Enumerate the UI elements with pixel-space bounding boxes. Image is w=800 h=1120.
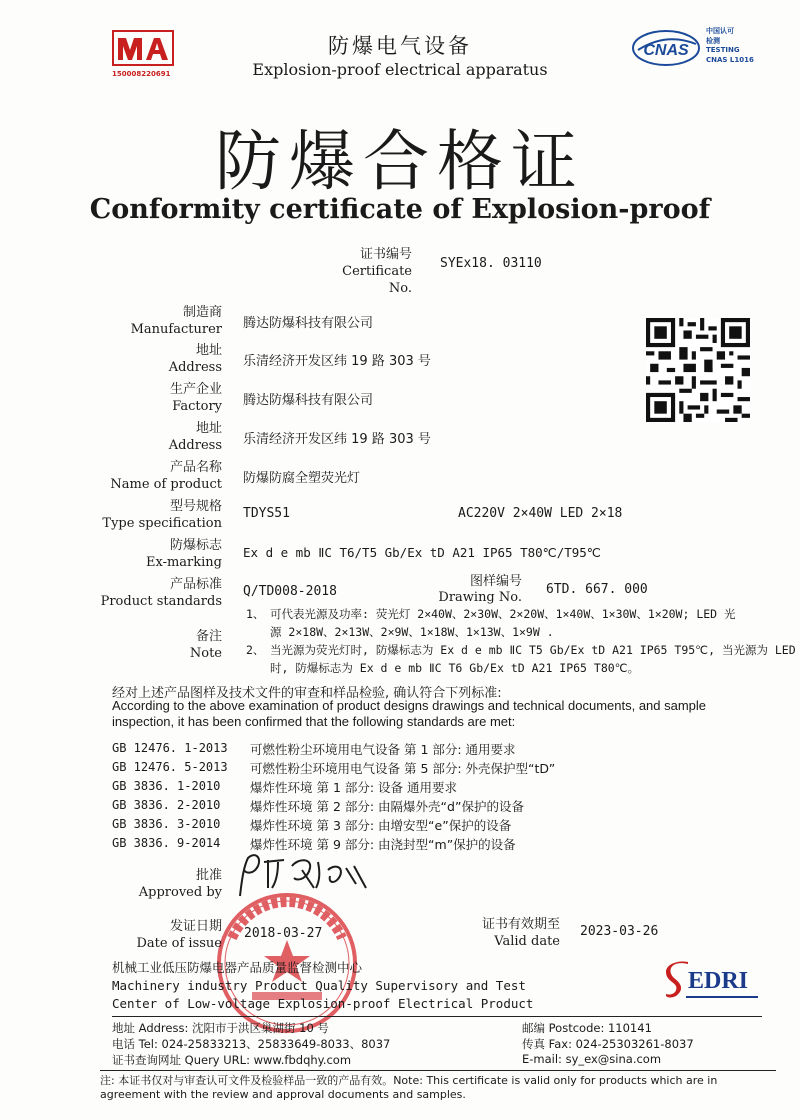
drawing-label (432, 574, 522, 606)
qr-code-icon (646, 318, 750, 422)
approval-label-en: Approved by (138, 885, 222, 900)
field-standards-label (2, 576, 222, 610)
field-label-cn: 防爆标志 (169, 538, 222, 553)
approval-label-cn: 批准 (195, 868, 222, 883)
field-label-cn: 制造商 (182, 305, 222, 320)
field-product-value: 防爆防腐全塑荧光灯 (243, 471, 361, 486)
cnas-text-4: CNAS L1016 (706, 56, 754, 64)
standard-code: GB 3836. 9-2014 (112, 836, 221, 850)
field-type-label (2, 498, 222, 532)
lab-name-en-2: Center of Low-voltage Explosion-proof Electrical Product (112, 996, 534, 1011)
note-item-2-line-1: 当光源为荧光灯时, 防爆标志为 Ex d e mb ⅡC T5 Gb/Ex tD A21 IP65 T95℃, 当光源为 LED (270, 643, 796, 657)
cnas-mark-icon (632, 28, 704, 68)
field-exmark-label (2, 537, 222, 571)
contact-email: E-mail: sy_ex@sina.com (522, 1052, 662, 1066)
issue-label-en: Date of issue (136, 936, 222, 951)
cma-number: 150008220691 (112, 70, 171, 78)
drawing-label-en: Drawing No. (438, 590, 522, 605)
field-label-en: Factory (172, 399, 222, 414)
field-label-en: Address (168, 360, 222, 375)
title-en: Conformity certificate of Explosion-proof (89, 194, 711, 225)
contact-address: 地址 Address: 沈阳市于洪区巢湖街 10 号 (112, 1021, 329, 1035)
standard-code: GB 12476. 5-2013 (112, 760, 228, 774)
standard-name: 可燃性粉尘环境用电气设备 第 5 部分: 外壳保护型“tD” (250, 761, 556, 776)
field-label-en: Ex-marking (145, 555, 222, 570)
certificate-label (320, 246, 412, 297)
contact-fax: 传真 Fax: 024-25303261-8037 (522, 1037, 694, 1051)
issue-label (126, 918, 222, 952)
note-item-1-line-1: 可代表光源及功率: 荧光灯 2×40W、2×30W、2×20W、1×40W、1×30W、1×20W; LED 光 (270, 607, 736, 621)
field-standards-value: Q/TD008-2018 (243, 584, 337, 599)
certificate-label-en: Certificate No. (342, 264, 412, 296)
field-type-value: TDYS51 (243, 506, 290, 521)
note-label-en: Note (189, 646, 222, 661)
contact-query-url: 证书查询网址 Query URL: www.fbdqhy.com (112, 1053, 352, 1067)
field-type-extra: AC220V 2×40W LED 2×18 (458, 506, 623, 521)
svg-text:CNAS: CNAS (643, 42, 689, 59)
footer-note-line-1: 注: 本证书仅对与审查认可文件及检验样品一致的产品有效。Note: This certificate is valid only for products which are in (100, 1074, 718, 1087)
cnas-text-2: 检测 (706, 37, 720, 45)
field-label-en: Manufacturer (130, 322, 222, 337)
category-cn: 防爆电气设备 (328, 34, 472, 58)
cnas-logo (632, 24, 772, 76)
field-manufacturer-label (2, 304, 222, 338)
valid-label (440, 916, 560, 950)
cnas-text-1: 中国认可 (706, 27, 734, 35)
certificate-label-cn: 证书编号 (359, 247, 412, 262)
field-label-cn: 产品名称 (169, 460, 222, 475)
sedri-text: EDRI (688, 968, 749, 994)
standard-name: 爆炸性环境 第 2 部分: 由隔爆外壳“d”保护的设备 (250, 799, 524, 814)
field-manufacturer-value: 腾达防爆科技有限公司 (243, 316, 374, 331)
field-label-cn: 地址 (195, 421, 222, 436)
valid-label-cn: 证书有效期至 (481, 917, 560, 932)
field-address-label (2, 342, 222, 376)
note-item-1-number: 1、 (246, 607, 265, 621)
lab-name-cn: 机械工业低压防爆电器产品质量监督检测中心 (112, 960, 363, 975)
field-label-cn: 地址 (195, 343, 222, 358)
field-factory-label (2, 381, 222, 415)
category-en: Explosion-proof electrical apparatus (252, 60, 548, 79)
field-factory-address-label (2, 420, 222, 454)
standard-code: GB 3836. 3-2010 (112, 817, 221, 831)
valid-date: 2023-03-26 (580, 924, 659, 939)
field-address-value: 乐清经济开发区纬 19 路 303 号 (243, 354, 431, 369)
field-label-en: Address (168, 438, 222, 453)
note-item-2-number: 2、 (246, 643, 265, 657)
standard-name: 可燃性粉尘环境用电气设备 第 1 部分: 通用要求 (250, 742, 516, 757)
note-item-2-line-2: 时, 防爆标志为 Ex d e mb ⅡC T6 Gb/Ex tD A21 IP65 T80℃。 (270, 661, 640, 675)
note-label-cn: 备注 (195, 629, 222, 644)
standard-name: 爆炸性环境 第 1 部分: 设备 通用要求 (250, 780, 458, 795)
standard-code: GB 3836. 1-2010 (112, 779, 221, 793)
drawing-label-cn: 图样编号 (469, 574, 522, 589)
note-label (2, 628, 222, 662)
standard-name: 爆炸性环境 第 9 部分: 由浇封型“m”保护的设备 (250, 837, 516, 852)
field-factory-value: 腾达防爆科技有限公司 (243, 393, 374, 408)
footer-note-line-2: agreement with the review and approval documents and samples. (100, 1088, 466, 1101)
sedri-logo (664, 960, 764, 1000)
standard-name: 爆炸性环境 第 3 部分: 由增安型“e”保护的设备 (250, 818, 512, 833)
field-label-cn: 产品标准 (169, 577, 222, 592)
divider-bottom (100, 1070, 776, 1071)
contact-phone: 电话 Tel: 024-25833213、25833649-8033、8037 (112, 1037, 391, 1051)
field-label-en: Name of product (110, 477, 222, 492)
drawing-number: 6TD. 667. 000 (546, 582, 648, 597)
standard-code: GB 3836. 2-2010 (112, 798, 221, 812)
field-factory-address-value: 乐清经济开发区纬 19 路 303 号 (243, 432, 431, 447)
lab-name-en-1: Machinery industry Product Quality Supervisory and Test (112, 978, 526, 993)
divider-top (112, 1016, 762, 1017)
note-item-1-line-2: 源 2×18W、2×13W、2×9W、1×18W、1×13W、1×9W . (270, 625, 554, 639)
contact-postcode: 邮编 Postcode: 110141 (522, 1021, 652, 1035)
field-label-en: Type specification (102, 516, 222, 531)
field-exmark-value: Ex d e mb ⅡC T6/T5 Gb/Ex tD A21 IP65 T80℃/T95℃ (243, 545, 601, 560)
issue-label-cn: 发证日期 (169, 919, 222, 934)
title-cn: 防爆合格证 (215, 123, 585, 200)
valid-label-en: Valid date (494, 934, 560, 949)
intro-en: According to the above examination of product designs drawings and technical documents, and sample inspection, it has been confirmed that the following standards are met: (112, 698, 707, 729)
standard-code: GB 12476. 1-2013 (112, 741, 228, 755)
sedri-underline (686, 996, 758, 998)
field-label-cn: 型号规格 (169, 499, 222, 514)
field-product-label (2, 459, 222, 493)
certificate-number: SYEx18. 03110 (440, 256, 542, 271)
field-label-en: Product standards (100, 594, 222, 609)
field-label-cn: 生产企业 (169, 382, 222, 397)
issue-date: 2018-03-27 (244, 926, 323, 941)
cnas-text-3: TESTING (706, 46, 740, 54)
intro-cn: 经对上述产品图样及技术文件的审查和样品检验, 确认符合下列标准: (112, 686, 502, 701)
